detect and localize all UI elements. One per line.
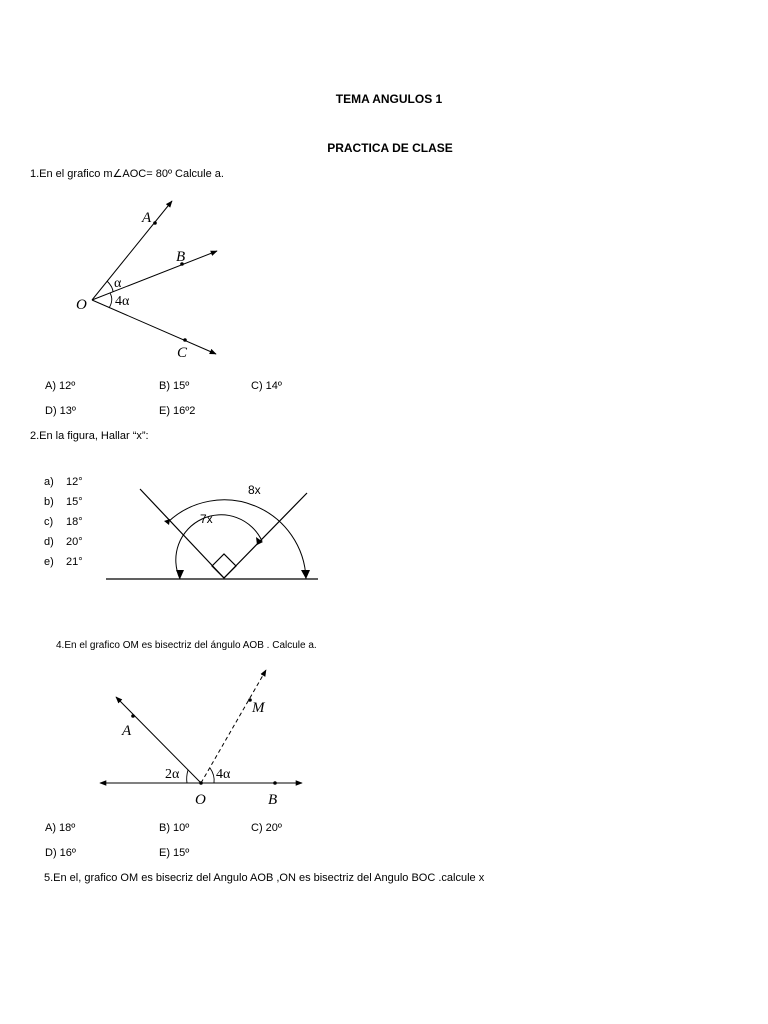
q2-option-e-value[interactable]: 21°	[66, 556, 83, 568]
q4-arc-4alpha	[210, 768, 214, 783]
q2-option-c-letter[interactable]: c)	[44, 516, 54, 528]
q4-label-2alpha: 2α	[165, 767, 180, 782]
q1-option-d[interactable]: D) 13º	[45, 405, 76, 417]
q4-label-o: O	[195, 792, 206, 808]
q4-option-c[interactable]: C) 20º	[251, 822, 282, 834]
q4-statement: 4.En el grafico OM es bisectriz del ángulo AOB . Calcule a.	[56, 640, 317, 651]
q4-label-b: B	[268, 792, 278, 808]
q1-label-4alpha: 4α	[115, 294, 130, 309]
q1-option-c[interactable]: C) 14º	[251, 380, 282, 392]
q1-statement: 1.En el grafico m∠AOC= 80º Calcule a.	[30, 168, 224, 180]
q1-label-c: C	[177, 345, 188, 361]
q1-label-o: O	[76, 297, 87, 313]
q1-label-b: B	[176, 249, 186, 265]
q4-option-d[interactable]: D) 16º	[45, 847, 76, 859]
q4-option-e[interactable]: E) 15º	[159, 847, 190, 859]
q4-option-a[interactable]: A) 18º	[45, 822, 76, 834]
q4-arc-2alpha	[187, 770, 188, 783]
q2-option-b-letter[interactable]: b)	[44, 496, 54, 508]
document-subtitle: PRACTICA DE CLASE	[327, 141, 453, 155]
q1-label-alpha: α	[114, 276, 122, 291]
q1-option-b[interactable]: B) 15º	[159, 380, 190, 392]
document-title: TEMA ANGULOS 1	[335, 92, 443, 106]
q4-label-4alpha: 4α	[216, 767, 231, 782]
q4-ray-om	[201, 670, 266, 783]
q2-label-8x: 8x	[248, 483, 261, 497]
q4-label-m: M	[252, 700, 265, 716]
q4-label-a: A	[122, 723, 132, 739]
q2-option-a-value[interactable]: 12°	[66, 476, 83, 488]
q2-option-a-letter[interactable]: a)	[44, 476, 54, 488]
q2-option-d-value[interactable]: 20°	[66, 536, 83, 548]
q2-statement: 2.En la figura, Hallar “x”:	[30, 430, 149, 442]
q2-option-d-letter[interactable]: d)	[44, 536, 54, 548]
q5-statement: 5.En el, grafico OM es bisecriz del Angulo AOB ,ON es bisectriz del Angulo BOC .calcule x	[44, 872, 485, 884]
q1-label-a: A	[142, 210, 152, 226]
q2-option-c-value[interactable]: 18°	[66, 516, 83, 528]
q1-option-a[interactable]: A) 12º	[45, 380, 76, 392]
q2-label-7x: 7x	[200, 512, 213, 526]
q4-option-b[interactable]: B) 10º	[159, 822, 190, 834]
q2-option-b-value[interactable]: 15°	[66, 496, 83, 508]
q1-option-e[interactable]: E) 16º2	[159, 405, 196, 417]
q4-point-b	[273, 781, 277, 785]
q2-option-e-letter[interactable]: e)	[44, 556, 54, 568]
